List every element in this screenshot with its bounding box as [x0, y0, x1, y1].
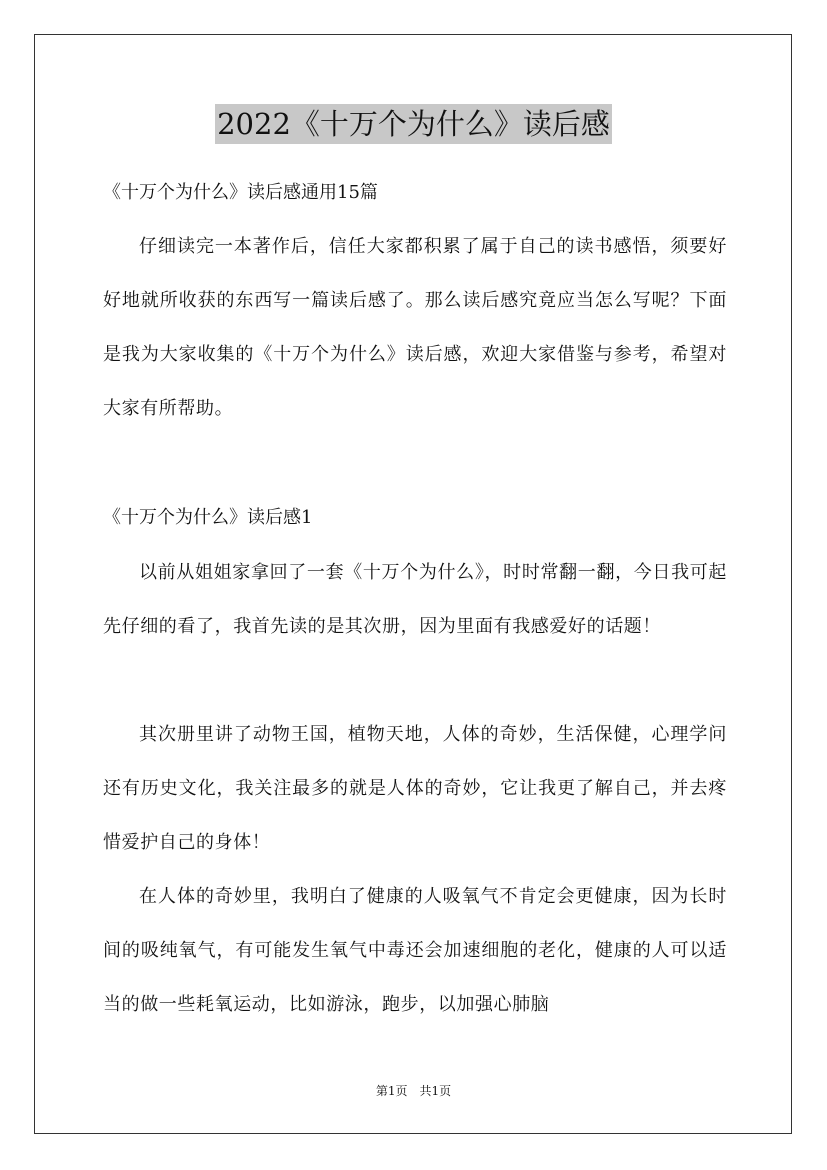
section-heading: 《十万个为什么》读后感1 [103, 507, 313, 528]
body-paragraph-2: 其次册里讲了动物王国，植物天地，人体的奇妙，生活保健，心理学问还有历史文化，我关注最多的就是人体的奇妙，它让我更了解自己，并去疼惜爱护自己的身体！ [103, 724, 727, 853]
body-paragraph-1: 以前从姐姐家拿回了一套《十万个为什么》，时时常翻一翻，今日我可起先仔细的看了，我首先读的是其次册，因为里面有我感爱好的话题！ [103, 562, 727, 637]
intro-paragraph: 仔细读完一本著作后，信任大家都积累了属于自己的读书感悟，须要好好地就所收获的东西写一篇读后感了。那么读后感究竟应当怎么写呢？下面是我为大家收集的《十万个为什么》读后感，欢迎大家借鉴与参考，希望对大家有所帮助。 [103, 236, 727, 419]
title-container [0, 104, 827, 144]
document-title: 2022《十万个为什么》读后感 [215, 104, 612, 144]
page-footer: 第1页 共1页 [375, 1084, 452, 1098]
body-paragraph-3: 在人体的奇妙里，我明白了健康的人吸氧气不肯定会更健康，因为长时间的吸纯氧气，有可能发生氧气中毒还会加速细胞的老化，健康的人可以适当的做一些耗氧运动，比如游泳，跑步，以加强心肺脑 [103, 886, 727, 1015]
document-subtitle: 《十万个为什么》读后感通用15篇 [103, 182, 378, 203]
